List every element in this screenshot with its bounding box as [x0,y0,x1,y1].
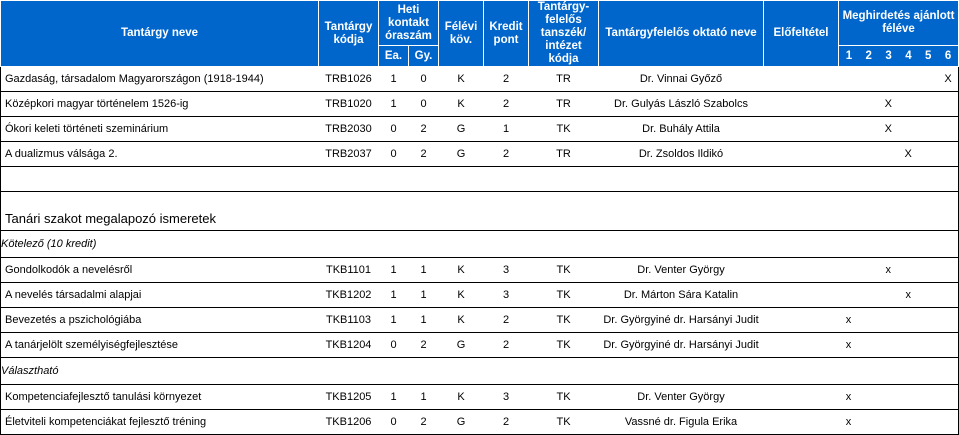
course-prerequisite [764,258,839,283]
course-prerequisite [764,92,839,117]
course-code: TRB1020 [319,92,379,117]
course-name: Gazdaság, társadalom Magyarországon (1918-1944) [1,67,319,92]
mandatory-label: Kötelező (10 kredit) [1,231,959,258]
course-hours-ea: 1 [379,385,409,410]
header-hours-gy: Gy. [409,46,439,67]
course-department: TK [529,258,599,283]
semester-number: 6 [944,49,952,62]
course-hours-ea: 1 [379,308,409,333]
course-department: TR [529,142,599,167]
course-hours-ea: 1 [379,283,409,308]
course-requirement: G [439,142,484,167]
course-department: TK [529,333,599,358]
course-requirement: G [439,333,484,358]
course-semester [839,283,959,308]
course-name: A tanárjelölt személyiségfejlesztése [1,333,319,358]
spacer [1,167,959,192]
course-hours-gy: 2 [409,333,439,358]
course-prerequisite [764,67,839,92]
course-code: TKB1204 [319,333,379,358]
header-teacher: Tantárgyfelelős oktató neve [599,1,764,67]
course-requirement: K [439,67,484,92]
course-semester [839,67,959,92]
mandatory-label-row [1,231,959,258]
semester-mark: x [845,339,852,351]
course-code: TKB1205 [319,385,379,410]
semester-mark: x [845,314,852,326]
header-hours-ea: Ea. [379,46,409,67]
course-requirement: K [439,92,484,117]
course-hours-gy: 0 [409,92,439,117]
header-dept: Tantárgy-felelős tanszék/ intézet kódja [529,1,599,67]
course-name: Életviteli kompetenciákat fejlesztő tréning [1,410,319,435]
section-title: Tanári szakot megalapozó ismeretek [1,192,959,231]
course-department: TR [529,67,599,92]
course-hours-ea: 1 [379,92,409,117]
course-department: TK [529,308,599,333]
course-row [1,333,959,358]
semester-mark: X [884,98,892,110]
course-row [1,308,959,333]
course-teacher: Dr. Buhály Attila [599,117,764,142]
course-name: Ókori keleti történeti szeminárium [1,117,319,142]
course-prerequisite [764,283,839,308]
course-code: TKB1206 [319,410,379,435]
course-semester [839,308,959,333]
section-title-row [1,192,959,231]
course-teacher: Dr. Gulyás László Szabolcs [599,92,764,117]
course-name: A dualizmus válsága 2. [1,142,319,167]
course-requirement: G [439,410,484,435]
course-hours-gy: 1 [409,258,439,283]
course-semester [839,117,959,142]
course-department: TK [529,283,599,308]
semester-mark: x [845,391,852,403]
course-hours-ea: 0 [379,117,409,142]
course-teacher: Dr. Györgyiné dr. Harsányi Judit [599,308,764,333]
semester-mark: X [944,73,952,85]
course-requirement: K [439,308,484,333]
course-requirement: K [439,283,484,308]
table-header [1,1,959,67]
course-code: TKB1101 [319,258,379,283]
course-teacher: Dr. Venter György [599,258,764,283]
course-code: TRB2037 [319,142,379,167]
course-requirement: G [439,117,484,142]
course-row [1,283,959,308]
course-semester [839,258,959,283]
course-teacher: Dr. Zsoldos Ildikó [599,142,764,167]
course-prerequisite [764,117,839,142]
course-hours-gy: 2 [409,117,439,142]
course-credit: 2 [484,333,529,358]
course-prerequisite [764,333,839,358]
course-department: TK [529,410,599,435]
semester-mark: x [885,264,892,276]
semester-number: 2 [865,49,872,62]
course-requirement: K [439,385,484,410]
course-prerequisite [764,308,839,333]
course-row [1,142,959,167]
course-hours-gy: 0 [409,67,439,92]
course-name: Kompetenciafejlesztő tanulási környezet [1,385,319,410]
course-hours-ea: 1 [379,258,409,283]
course-prerequisite [764,385,839,410]
header-semester-numbers [839,46,959,67]
header-name: Tantárgy neve [1,1,319,67]
course-semester [839,410,959,435]
course-department: TK [529,117,599,142]
spacer-row [1,167,959,192]
course-semester [839,92,959,117]
course-hours-gy: 1 [409,308,439,333]
elective-label: Választható [1,358,959,385]
semester-number: 3 [885,49,892,62]
course-requirement: K [439,258,484,283]
course-hours-ea: 0 [379,333,409,358]
course-name: Bevezetés a pszichológiába [1,308,319,333]
course-teacher: Dr. Márton Sára Katalin [599,283,764,308]
course-credit: 1 [484,117,529,142]
course-department: TR [529,92,599,117]
course-semester [839,385,959,410]
header-hours: Heti kontakt óraszám [379,1,439,46]
course-semester [839,142,959,167]
course-department: TK [529,385,599,410]
semester-number: 1 [845,49,853,62]
header-credit: Kredit pont [484,1,529,67]
course-credit: 2 [484,308,529,333]
course-teacher: Dr. Vinnai Győző [599,67,764,92]
course-hours-gy: 2 [409,142,439,167]
course-credit: 3 [484,283,529,308]
course-teacher: Dr. Venter György [599,385,764,410]
semester-mark: X [884,123,892,135]
course-row [1,410,959,435]
course-name: Gondolkodók a nevelésről [1,258,319,283]
header-req: Félévi köv. [439,1,484,67]
semester-mark: x [845,416,852,428]
header-prereq: Előfeltétel [764,1,839,67]
semester-number: 5 [925,49,932,62]
course-teacher: Dr. Györgyiné dr. Harsányi Judit [599,333,764,358]
course-semester [839,333,959,358]
course-row [1,67,959,92]
course-prerequisite [764,410,839,435]
course-name: Középkori magyar történelem 1526-ig [1,92,319,117]
course-hours-ea: 1 [379,67,409,92]
course-code: TKB1202 [319,283,379,308]
semester-mark: X [904,148,912,160]
course-name: A nevelés társadalmi alapjai [1,283,319,308]
course-credit: 3 [484,258,529,283]
course-hours-ea: 0 [379,142,409,167]
header-semester: Meghirdetés ajánlott féléve [839,1,959,46]
course-code: TRB1026 [319,67,379,92]
course-hours-gy: 1 [409,385,439,410]
course-credit: 2 [484,410,529,435]
course-row [1,117,959,142]
course-prerequisite [764,142,839,167]
header-code: Tantárgy kódja [319,1,379,67]
course-row [1,92,959,117]
course-credit: 3 [484,385,529,410]
semester-number: 4 [905,49,912,62]
course-row [1,385,959,410]
course-code: TKB1103 [319,308,379,333]
course-credit: 2 [484,67,529,92]
course-hours-gy: 1 [409,283,439,308]
course-credit: 2 [484,92,529,117]
course-hours-ea: 0 [379,410,409,435]
course-row [1,258,959,283]
semester-mark: x [905,289,911,301]
course-credit: 2 [484,142,529,167]
course-teacher: Vassné dr. Figula Erika [599,410,764,435]
elective-label-row [1,358,959,385]
course-hours-gy: 2 [409,410,439,435]
course-code: TRB2030 [319,117,379,142]
